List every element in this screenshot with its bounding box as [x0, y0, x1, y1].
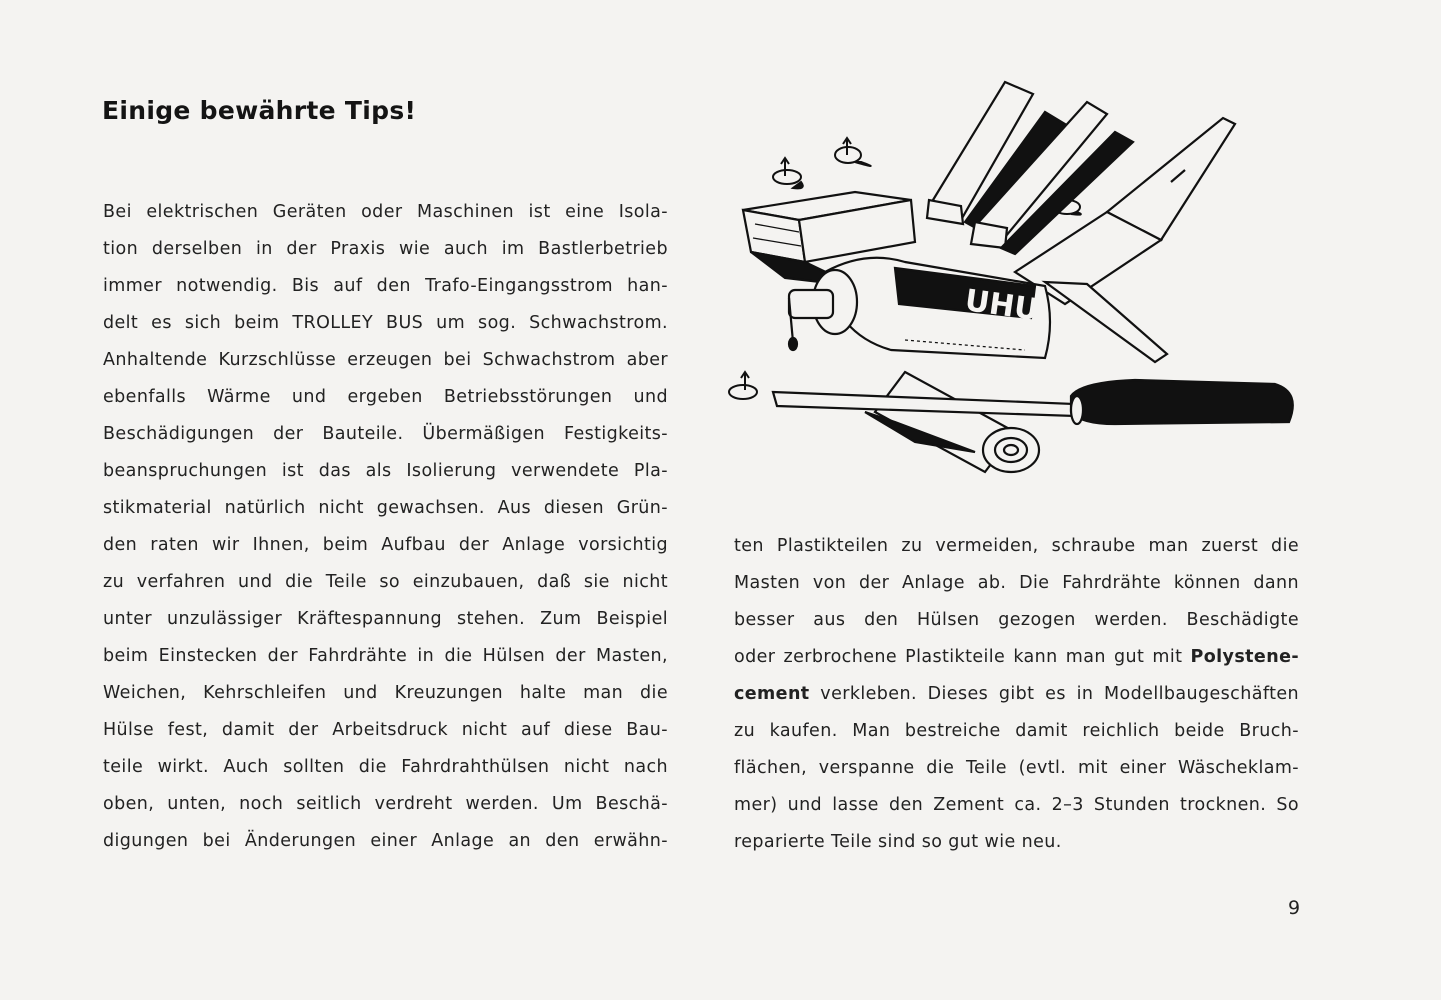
text-line: besser aus den Hülsen gezogen werden. Beschädigte: [734, 610, 1299, 630]
thumbtack-icon: [773, 158, 803, 188]
left-text-column: [103, 194, 668, 860]
text-line: ebenfalls Wärme und ergeben Betriebsstörungen und: [103, 387, 668, 407]
text-line: zu verfahren und die Teile so einzubauen, daß sie nicht: [103, 572, 668, 592]
text-line: Anhaltende Kurzschlüsse erzeugen bei Schwachstrom aber: [103, 350, 668, 370]
thumbtack-icon: [729, 372, 757, 399]
product-name-bold: cement: [734, 684, 810, 704]
text-line: Beschädigungen der Bauteile. Übermäßigen Festigkeits-: [103, 424, 668, 444]
page-title: Einige bewährte Tips!: [102, 96, 417, 125]
thumbtack-icon: [835, 138, 871, 166]
text-line: Bei elektrischen Geräten oder Maschinen ist eine Isola-: [103, 202, 668, 222]
text-line: Hülse fest, damit der Arbeitsdruck nicht auf diese Bau-: [103, 720, 668, 740]
text-line: unter unzulässiger Kräftespannung stehen. Zum Beispiel: [103, 609, 668, 629]
text-line: oben, unten, noch seitlich verdreht werden. Um Beschä-: [103, 794, 668, 814]
tools-illustration: [715, 72, 1305, 482]
screwdriver-icon: [773, 380, 1293, 424]
text-line: [734, 676, 1299, 713]
product-name-bold: Polystene-: [1190, 647, 1299, 667]
text-line: Weichen, Kehrschleifen und Kreuzungen halte man die: [103, 683, 668, 703]
text-line: reparierte Teile sind so gut wie neu.: [734, 832, 1062, 852]
text-line: digungen bei Änderungen einer Anlage an den erwähn-: [103, 831, 668, 851]
text-line: delt es sich beim TROLLEY BUS um sog. Schwachstrom.: [103, 313, 668, 333]
text-line: beim Einstecken der Fahrdrähte in die Hülsen der Masten,: [103, 646, 668, 666]
text-line: beanspruchungen ist das als Isolierung verwendete Pla-: [103, 461, 668, 481]
text-line: tion derselben in der Praxis wie auch im Bastlerbetrieb: [103, 239, 668, 259]
text-line: Masten von der Anlage ab. Die Fahrdrähte können dann: [734, 573, 1299, 593]
page-number: 9: [1288, 897, 1301, 919]
text-line: ten Plastikteilen zu vermeiden, schraube man zuerst die: [734, 536, 1299, 556]
text-fragment: oder zerbrochene Plastikteile kann man gut mit: [734, 647, 1191, 667]
text-line: flächen, verspanne die Teile (evtl. mit einer Wäscheklam-: [734, 758, 1299, 778]
text-line: mer) und lasse den Zement ca. 2–3 Stunden trocknen. So: [734, 795, 1299, 815]
text-line: zu kaufen. Man bestreiche damit reichlich beide Bruch-: [734, 721, 1299, 741]
rolled-tube-icon: [865, 372, 1039, 472]
tube-label: UHU: [962, 283, 1041, 329]
text-line: stikmaterial natürlich nicht gewachsen. Aus diesen Grün-: [103, 498, 668, 518]
glue-tube-icon: [789, 258, 1050, 358]
text-line: den raten wir Ihnen, beim Aufbau der Anlage vorsichtig: [103, 535, 668, 555]
text-line: teile wirkt. Auch sollten die Fahrdrahthülsen nicht nach: [103, 757, 668, 777]
text-line: [734, 639, 1299, 676]
right-text-column: [734, 528, 1299, 861]
text-fragment: verkleben. Dieses gibt es in Modellbaugeschäften: [809, 684, 1299, 704]
text-line: immer notwendig. Bis auf den Trafo-Eingangsstrom han-: [103, 276, 668, 296]
